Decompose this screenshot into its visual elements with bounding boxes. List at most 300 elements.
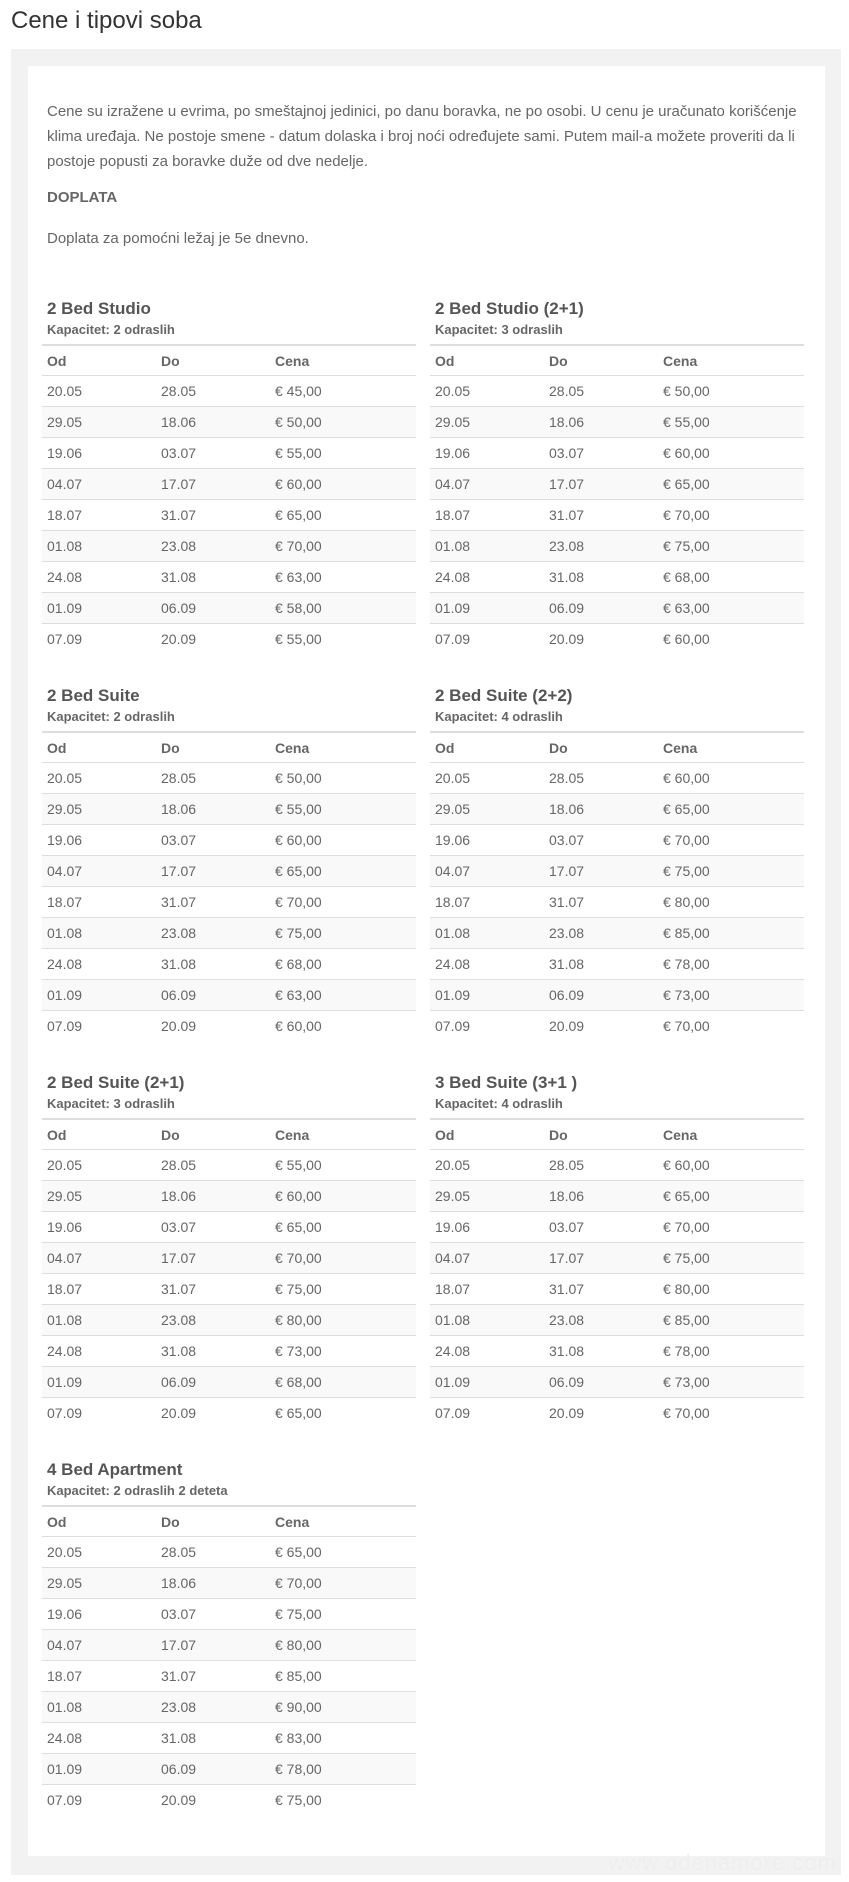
- price-table: [430, 731, 804, 1041]
- cell-od: 01.08: [42, 918, 156, 949]
- column-header-od: Od: [42, 345, 156, 376]
- cell-do: 18.06: [156, 794, 270, 825]
- table-row: [42, 376, 416, 407]
- table-row: [42, 1537, 416, 1568]
- column-header-cena: Cena: [270, 1119, 416, 1150]
- column-header-od: Od: [42, 1506, 156, 1537]
- table-row: [42, 1150, 416, 1181]
- table-row: [430, 593, 804, 624]
- cell-cena: € 73,00: [658, 1367, 804, 1398]
- table-row: [42, 1305, 416, 1336]
- table-row: [430, 1150, 804, 1181]
- cell-cena: € 65,00: [270, 500, 416, 531]
- cell-od: 01.09: [42, 980, 156, 1011]
- cell-cena: € 70,00: [658, 825, 804, 856]
- table-row: [42, 825, 416, 856]
- table-row: [42, 1785, 416, 1816]
- cell-cena: € 65,00: [658, 1181, 804, 1212]
- cell-cena: € 50,00: [270, 763, 416, 794]
- cell-do: 03.07: [156, 1599, 270, 1630]
- page-title: Cene i tipovi soba: [11, 7, 202, 34]
- price-table: [42, 731, 416, 1041]
- cell-cena: € 55,00: [275, 631, 322, 647]
- cell-od: 20.05: [42, 1537, 156, 1568]
- cell-do: 28.05: [544, 376, 658, 407]
- room-title: 3 Bed Suite (3+1 ): [435, 1073, 578, 1092]
- cell-od: 01.08: [430, 531, 544, 562]
- cell-do: 20.09: [549, 1405, 585, 1421]
- cell-do: 31.07: [544, 887, 658, 918]
- room-title: 2 Bed Suite (2+2): [435, 686, 573, 705]
- cell-cena: € 75,00: [270, 918, 416, 949]
- table-header-row: [42, 345, 416, 376]
- table-row: [42, 500, 416, 531]
- cell-do: 23.08: [156, 918, 270, 949]
- cell-do: 31.08: [544, 949, 658, 980]
- room-block: [430, 298, 804, 654]
- cell-cena: € 68,00: [658, 562, 804, 593]
- doplata-heading: DOPLATA: [47, 189, 118, 206]
- cell-do: 23.08: [544, 531, 658, 562]
- cell-cena: € 50,00: [658, 376, 804, 407]
- room-capacity: Kapacitet: 4 odraslih: [435, 1096, 563, 1111]
- column-header-do: Do: [544, 345, 658, 376]
- cell-do: 20.09: [549, 631, 585, 647]
- cell-do: 23.08: [156, 1305, 270, 1336]
- cell-od: 04.07: [42, 1630, 156, 1661]
- cell-do: 17.07: [156, 469, 270, 500]
- cell-od: 20.05: [42, 1150, 156, 1181]
- cell-do: 28.05: [544, 763, 658, 794]
- column-header-cena: Cena: [270, 345, 416, 376]
- table-row: [42, 1599, 416, 1630]
- cell-od: 20.05: [42, 376, 156, 407]
- cell-cena: € 85,00: [270, 1661, 416, 1692]
- cell-cena: € 75,00: [275, 1792, 322, 1808]
- cell-cena: € 55,00: [270, 794, 416, 825]
- cell-od: 07.09: [47, 1792, 83, 1808]
- cell-do: 20.09: [161, 1018, 197, 1034]
- cell-do: 18.06: [156, 1568, 270, 1599]
- table-row: [430, 376, 804, 407]
- room-block: [42, 298, 416, 654]
- cell-od: 04.07: [42, 856, 156, 887]
- table-row: [42, 856, 416, 887]
- table-row: [42, 887, 416, 918]
- cell-do: 03.07: [156, 825, 270, 856]
- cell-cena: € 70,00: [658, 1212, 804, 1243]
- cell-cena: € 85,00: [658, 1305, 804, 1336]
- cell-do: 28.05: [544, 1150, 658, 1181]
- cell-cena: € 55,00: [270, 1150, 416, 1181]
- column-header-od: Od: [42, 732, 156, 763]
- cell-cena: € 80,00: [658, 887, 804, 918]
- cell-od: 01.09: [42, 1754, 156, 1785]
- table-row: [42, 1630, 416, 1661]
- cell-cena: € 80,00: [270, 1305, 416, 1336]
- table-row: [430, 1305, 804, 1336]
- cell-do: 06.09: [156, 980, 270, 1011]
- cell-od: 18.07: [430, 1274, 544, 1305]
- cell-do: 18.06: [156, 1181, 270, 1212]
- cell-do: 20.09: [161, 1792, 197, 1808]
- cell-do: 06.09: [156, 593, 270, 624]
- cell-do: 31.07: [156, 1274, 270, 1305]
- cell-cena: € 80,00: [658, 1274, 804, 1305]
- price-table: [42, 1118, 416, 1428]
- table-header-row: [42, 1119, 416, 1150]
- table-row: [42, 949, 416, 980]
- table-row: [430, 763, 804, 794]
- cell-do: 31.08: [156, 1336, 270, 1367]
- room-title: 2 Bed Studio (2+1): [435, 299, 584, 318]
- cell-od: 07.09: [47, 631, 83, 647]
- cell-od: 24.08: [430, 949, 544, 980]
- cell-do: 17.07: [156, 1630, 270, 1661]
- cell-do: 31.07: [156, 1661, 270, 1692]
- table-row: [42, 1212, 416, 1243]
- cell-do: 31.07: [544, 500, 658, 531]
- room-title: 2 Bed Studio: [47, 299, 151, 318]
- cell-cena: € 78,00: [658, 1336, 804, 1367]
- room-block: [42, 685, 416, 1041]
- cell-od: 24.08: [42, 1723, 156, 1754]
- cell-od: 07.09: [47, 1405, 83, 1421]
- table-header-row: [42, 1506, 416, 1537]
- cell-od: 01.08: [42, 1692, 156, 1723]
- cell-cena: € 60,00: [658, 1150, 804, 1181]
- cell-do: 20.09: [161, 631, 197, 647]
- cell-od: 19.06: [42, 1599, 156, 1630]
- table-row: [430, 918, 804, 949]
- cell-od: 24.08: [42, 562, 156, 593]
- column-header-cena: Cena: [270, 1506, 416, 1537]
- cell-od: 18.07: [430, 887, 544, 918]
- room-title: 4 Bed Apartment: [47, 1460, 183, 1479]
- cell-od: 20.05: [430, 376, 544, 407]
- table-row: [430, 1011, 804, 1042]
- cell-cena: € 75,00: [658, 856, 804, 887]
- cell-do: 06.09: [156, 1754, 270, 1785]
- cell-do: 23.08: [156, 1692, 270, 1723]
- price-table: [42, 1505, 416, 1815]
- column-header-cena: Cena: [658, 345, 804, 376]
- price-table: [42, 344, 416, 654]
- room-title: 2 Bed Suite: [47, 686, 140, 705]
- table-row: [42, 1568, 416, 1599]
- room-capacity: Kapacitet: 2 odraslih 2 deteta: [47, 1483, 228, 1498]
- cell-cena: € 55,00: [270, 438, 416, 469]
- cell-cena: € 75,00: [658, 1243, 804, 1274]
- cell-od: 24.08: [42, 1336, 156, 1367]
- cell-do: 31.08: [544, 1336, 658, 1367]
- price-table: [430, 1118, 804, 1428]
- room-capacity: Kapacitet: 4 odraslih: [435, 709, 563, 724]
- cell-cena: € 60,00: [270, 469, 416, 500]
- cell-do: 31.08: [156, 562, 270, 593]
- cell-od: 20.05: [430, 763, 544, 794]
- cell-cena: € 60,00: [270, 825, 416, 856]
- cell-od: 29.05: [430, 1181, 544, 1212]
- table-row: [42, 1336, 416, 1367]
- column-header-od: Od: [42, 1119, 156, 1150]
- table-header-row: [430, 345, 804, 376]
- cell-cena: € 65,00: [270, 1537, 416, 1568]
- doplata-text: Doplata za pomoćni ležaj je 5e dnevno.: [47, 230, 309, 247]
- cell-cena: € 80,00: [270, 1630, 416, 1661]
- cell-od: 01.08: [430, 1305, 544, 1336]
- table-row: [42, 1011, 416, 1042]
- cell-cena: € 55,00: [658, 407, 804, 438]
- cell-od: 18.07: [42, 500, 156, 531]
- cell-cena: € 68,00: [270, 1367, 416, 1398]
- cell-do: 31.07: [544, 1274, 658, 1305]
- cell-od: 18.07: [42, 887, 156, 918]
- cell-do: 17.07: [156, 856, 270, 887]
- table-row: [42, 407, 416, 438]
- cell-cena: € 75,00: [270, 1274, 416, 1305]
- cell-cena: € 83,00: [270, 1723, 416, 1754]
- cell-do: 31.08: [544, 562, 658, 593]
- cell-od: 29.05: [42, 407, 156, 438]
- table-row: [42, 1274, 416, 1305]
- room-capacity: Kapacitet: 3 odraslih: [435, 322, 563, 337]
- cell-cena: € 50,00: [270, 407, 416, 438]
- table-row: [42, 1754, 416, 1785]
- table-header-row: [430, 1119, 804, 1150]
- column-header-do: Do: [156, 345, 270, 376]
- cell-do: 18.06: [544, 1181, 658, 1212]
- cell-od: 29.05: [430, 794, 544, 825]
- cell-od: 19.06: [42, 1212, 156, 1243]
- table-row: [430, 1181, 804, 1212]
- cell-od: 04.07: [430, 469, 544, 500]
- table-row: [430, 624, 804, 655]
- table-row: [430, 531, 804, 562]
- cell-od: 29.05: [42, 1568, 156, 1599]
- cell-od: 19.06: [430, 438, 544, 469]
- cell-od: 18.07: [430, 500, 544, 531]
- cell-do: 03.07: [544, 438, 658, 469]
- cell-cena: € 45,00: [270, 376, 416, 407]
- cell-od: 04.07: [430, 1243, 544, 1274]
- table-row: [430, 469, 804, 500]
- table-row: [430, 562, 804, 593]
- table-row: [42, 763, 416, 794]
- column-header-cena: Cena: [658, 732, 804, 763]
- cell-od: 18.07: [42, 1661, 156, 1692]
- cell-cena: € 65,00: [658, 794, 804, 825]
- cell-cena: € 70,00: [270, 1568, 416, 1599]
- cell-od: 19.06: [430, 825, 544, 856]
- cell-cena: € 70,00: [658, 500, 804, 531]
- cell-od: 29.05: [42, 794, 156, 825]
- cell-do: 17.07: [544, 469, 658, 500]
- watermark: www.odenamore.com: [608, 1850, 837, 1875]
- column-header-od: Od: [430, 345, 544, 376]
- cell-od: 04.07: [42, 469, 156, 500]
- price-table: [430, 344, 804, 654]
- cell-do: 17.07: [156, 1243, 270, 1274]
- table-row: [430, 1212, 804, 1243]
- cell-do: 20.09: [161, 1405, 197, 1421]
- table-row: [42, 593, 416, 624]
- cell-do: 31.07: [156, 887, 270, 918]
- cell-od: 07.09: [435, 1405, 471, 1421]
- cell-od: 07.09: [47, 1018, 83, 1034]
- table-row: [430, 1398, 804, 1429]
- column-header-cena: Cena: [658, 1119, 804, 1150]
- cell-do: 28.05: [156, 1150, 270, 1181]
- table-header-row: [430, 732, 804, 763]
- room-capacity: Kapacitet: 2 odraslih: [47, 709, 175, 724]
- cell-do: 03.07: [156, 438, 270, 469]
- column-header-do: Do: [156, 732, 270, 763]
- cell-od: 07.09: [435, 1018, 471, 1034]
- cell-cena: € 63,00: [270, 980, 416, 1011]
- table-row: [42, 1692, 416, 1723]
- room-block: [430, 685, 804, 1041]
- table-row: [430, 825, 804, 856]
- table-row: [42, 562, 416, 593]
- table-row: [42, 980, 416, 1011]
- cell-cena: € 70,00: [663, 1405, 710, 1421]
- table-row: [42, 918, 416, 949]
- cell-do: 31.07: [156, 500, 270, 531]
- cell-cena: € 70,00: [270, 531, 416, 562]
- cell-cena: € 58,00: [270, 593, 416, 624]
- table-row: [42, 1661, 416, 1692]
- cell-cena: € 63,00: [658, 593, 804, 624]
- room-block: [430, 1072, 804, 1428]
- cell-od: 01.08: [42, 1305, 156, 1336]
- cell-do: 03.07: [544, 825, 658, 856]
- cell-od: 24.08: [430, 1336, 544, 1367]
- table-row: [42, 1723, 416, 1754]
- cell-cena: € 85,00: [658, 918, 804, 949]
- table-row: [430, 1336, 804, 1367]
- cell-od: 18.07: [42, 1274, 156, 1305]
- cell-do: 28.05: [156, 763, 270, 794]
- column-header-do: Do: [156, 1119, 270, 1150]
- cell-do: 03.07: [156, 1212, 270, 1243]
- cell-cena: € 78,00: [270, 1754, 416, 1785]
- room-capacity: Kapacitet: 2 odraslih: [47, 322, 175, 337]
- cell-do: 17.07: [544, 1243, 658, 1274]
- cell-do: 28.05: [156, 1537, 270, 1568]
- cell-do: 23.08: [544, 918, 658, 949]
- table-row: [430, 1243, 804, 1274]
- table-row: [42, 531, 416, 562]
- cell-do: 06.09: [544, 593, 658, 624]
- cell-cena: € 63,00: [270, 562, 416, 593]
- cell-cena: € 60,00: [270, 1181, 416, 1212]
- table-row: [42, 438, 416, 469]
- cell-cena: € 60,00: [275, 1018, 322, 1034]
- cell-od: 29.05: [430, 407, 544, 438]
- table-row: [430, 1367, 804, 1398]
- cell-od: 01.08: [430, 918, 544, 949]
- table-row: [42, 1398, 416, 1429]
- cell-od: 19.06: [42, 438, 156, 469]
- room-title: 2 Bed Suite (2+1): [47, 1073, 185, 1092]
- room-block: [42, 1072, 416, 1428]
- table-row: [430, 887, 804, 918]
- cell-do: 17.07: [544, 856, 658, 887]
- cell-od: 01.09: [430, 980, 544, 1011]
- table-row: [430, 1274, 804, 1305]
- cell-od: 01.09: [42, 1367, 156, 1398]
- cell-cena: € 70,00: [270, 1243, 416, 1274]
- cell-do: 18.06: [544, 794, 658, 825]
- cell-od: 01.08: [42, 531, 156, 562]
- room-capacity: Kapacitet: 3 odraslih: [47, 1096, 175, 1111]
- column-header-cena: Cena: [270, 732, 416, 763]
- cell-od: 19.06: [42, 825, 156, 856]
- cell-cena: € 73,00: [270, 1336, 416, 1367]
- cell-od: 01.09: [430, 1367, 544, 1398]
- cell-cena: € 70,00: [270, 887, 416, 918]
- cell-cena: € 65,00: [270, 856, 416, 887]
- table-row: [42, 624, 416, 655]
- cell-do: 31.08: [156, 949, 270, 980]
- cell-od: 01.09: [42, 593, 156, 624]
- cell-cena: € 90,00: [270, 1692, 416, 1723]
- table-row: [430, 980, 804, 1011]
- cell-do: 23.08: [156, 531, 270, 562]
- cell-do: 20.09: [549, 1018, 585, 1034]
- table-header-row: [42, 732, 416, 763]
- table-row: [430, 438, 804, 469]
- cell-do: 18.06: [156, 407, 270, 438]
- column-header-do: Do: [544, 1119, 658, 1150]
- cell-cena: € 65,00: [275, 1405, 322, 1421]
- cell-cena: € 68,00: [270, 949, 416, 980]
- cell-od: 04.07: [42, 1243, 156, 1274]
- cell-od: 24.08: [42, 949, 156, 980]
- table-row: [430, 500, 804, 531]
- column-header-od: Od: [430, 732, 544, 763]
- cell-cena: € 65,00: [270, 1212, 416, 1243]
- cell-od: 24.08: [430, 562, 544, 593]
- table-row: [42, 1181, 416, 1212]
- room-block: [42, 1459, 416, 1815]
- cell-od: 04.07: [430, 856, 544, 887]
- cell-do: 06.09: [156, 1367, 270, 1398]
- table-row: [42, 1243, 416, 1274]
- cell-cena: € 60,00: [658, 438, 804, 469]
- table-row: [430, 856, 804, 887]
- cell-od: 20.05: [42, 763, 156, 794]
- cell-od: 19.06: [430, 1212, 544, 1243]
- cell-cena: € 73,00: [658, 980, 804, 1011]
- table-row: [430, 949, 804, 980]
- cell-do: 06.09: [544, 1367, 658, 1398]
- cell-do: 23.08: [544, 1305, 658, 1336]
- table-row: [42, 469, 416, 500]
- cell-od: 07.09: [435, 631, 471, 647]
- cell-od: 01.09: [430, 593, 544, 624]
- cell-cena: € 78,00: [658, 949, 804, 980]
- table-row: [430, 794, 804, 825]
- column-header-od: Od: [430, 1119, 544, 1150]
- table-row: [42, 794, 416, 825]
- cell-cena: € 75,00: [270, 1599, 416, 1630]
- column-header-do: Do: [156, 1506, 270, 1537]
- table-row: [430, 407, 804, 438]
- cell-od: 20.05: [430, 1150, 544, 1181]
- cell-od: 29.05: [42, 1181, 156, 1212]
